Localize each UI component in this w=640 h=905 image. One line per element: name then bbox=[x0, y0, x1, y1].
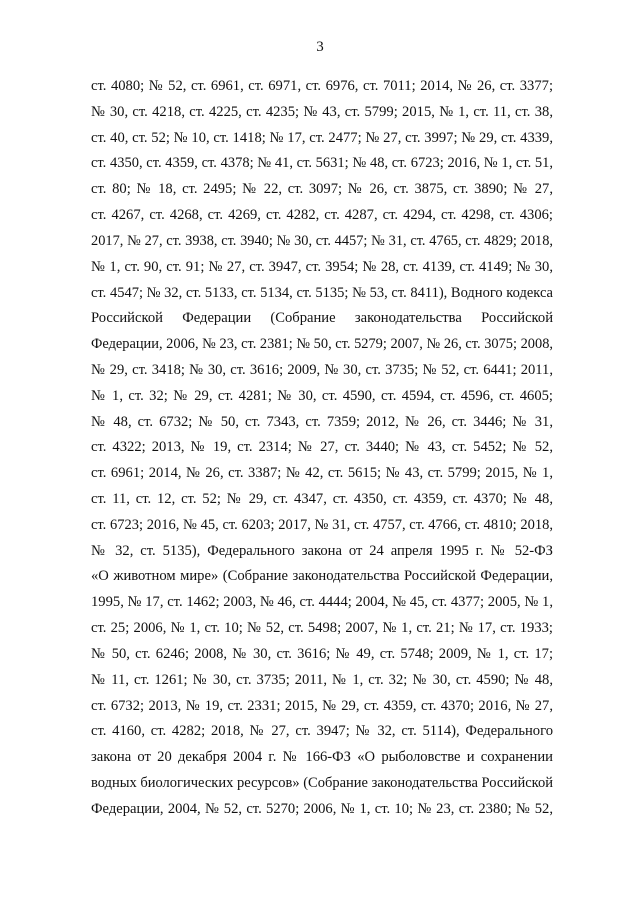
text-line: № 1, ст. 90, ст. 91; № 27, ст. 3947, ст. 3954; № 28, ст. 4139, ст. 4149; № 30, bbox=[91, 258, 553, 275]
text-line: ст. 25; 2006, № 1, ст. 10; № 52, ст. 5498; 2007, № 1, ст. 21; № 17, ст. 1933; bbox=[91, 620, 553, 637]
body-text bbox=[91, 74, 553, 823]
text-line: водных биологических ресурсов» (Собрание законодательства Российской bbox=[91, 774, 553, 791]
text-line: № 11, ст. 1261; № 30, ст. 3735; 2011, № 1, ст. 32; № 30, ст. 4590; № 48, bbox=[91, 671, 553, 688]
text-line: № 1, ст. 32; № 29, ст. 4281; № 30, ст. 4590, ст. 4594, ст. 4596, ст. 4605; bbox=[91, 387, 553, 404]
text-line: 2017, № 27, ст. 3938, ст. 3940; № 30, ст. 4457; № 31, ст. 4765, ст. 4829; 2018, bbox=[91, 232, 553, 249]
page-number: 3 bbox=[316, 39, 324, 55]
text-line: ст. 11, ст. 12, ст. 52; № 29, ст. 4347, ст. 4350, ст. 4359, ст. 4370; № 48, bbox=[91, 491, 553, 507]
text-line: № 29, ст. 3418; № 30, ст. 3616; 2009, № 30, ст. 3735; № 52, ст. 6441; 2011, bbox=[91, 361, 553, 378]
text-line: Федерации, 2004, № 52, ст. 5270; 2006, № 1, ст. 10; № 23, ст. 2380; № 52, bbox=[91, 800, 553, 817]
text-line: Российской Федерации (Собрание законодательства Российской bbox=[91, 310, 553, 327]
text-line: ст. 4322; 2013, № 19, ст. 2314; № 27, ст. 3440; № 43, ст. 5452; № 52, bbox=[91, 439, 553, 456]
text-line: ст. 6723; 2016, № 45, ст. 6203; 2017, № 31, ст. 4757, ст. 4766, ст. 4810; 2018, bbox=[91, 516, 553, 533]
text-line: Федерации, 2006, № 23, ст. 2381; № 50, ст. 5279; 2007, № 26, ст. 3075; 2008, bbox=[91, 336, 553, 353]
text-line: № 50, ст. 6246; 2008, № 30, ст. 3616; № 49, ст. 5748; 2009, № 1, ст. 17; bbox=[91, 645, 553, 662]
text-line: ст. 4350, ст. 4359, ст. 4378; № 41, ст. 5631; № 48, ст. 6723; 2016, № 1, ст. 51, bbox=[91, 155, 553, 172]
text-line: ст. 6961; 2014, № 26, ст. 3387; № 42, ст. 5615; № 43, ст. 5799; 2015, № 1, bbox=[91, 465, 553, 482]
text-line: «О животном мире» (Собрание законодательства Российской Федерации, bbox=[91, 568, 553, 585]
text-line: ст. 40, ст. 52; № 10, ст. 1418; № 17, ст. 2477; № 27, ст. 3997; № 29, ст. 4339, bbox=[91, 129, 553, 146]
text-line: № 30, ст. 4218, ст. 4225, ст. 4235; № 43, ст. 5799; 2015, № 1, ст. 11, ст. 38, bbox=[91, 103, 553, 120]
text-line: ст. 80; № 18, ст. 2495; № 22, ст. 3097; № 26, ст. 3875, ст. 3890; № 27, bbox=[91, 181, 553, 198]
text-line: № 32, ст. 5135), Федерального закона от 24 апреля 1995 г. № 52-ФЗ bbox=[91, 542, 553, 559]
text-line: закона от 20 декабря 2004 г. № 166-ФЗ «О рыболовстве и сохранении bbox=[91, 749, 553, 766]
text-line: ст. 6732; 2013, № 19, ст. 2331; 2015, № 29, ст. 4359, ст. 4370; 2016, № 27, bbox=[91, 697, 553, 714]
text-line: ст. 4160, ст. 4282; 2018, № 27, ст. 3947; № 32, ст. 5114), Федерального bbox=[91, 723, 553, 740]
text-line: № 48, ст. 6732; № 50, ст. 7343, ст. 7359; 2012, № 26, ст. 3446; № 31, bbox=[91, 413, 553, 430]
text-line: ст. 4080; № 52, ст. 6961, ст. 6971, ст. 6976, ст. 7011; 2014, № 26, ст. 3377; bbox=[91, 78, 553, 94]
text-line: ст. 4267, ст. 4268, ст. 4269, ст. 4282, ст. 4287, ст. 4294, ст. 4298, ст. 4306; bbox=[91, 207, 553, 224]
text-line: ст. 4547; № 32, ст. 5133, ст. 5134, ст. 5135; № 53, ст. 8411), Водного кодекса bbox=[91, 284, 553, 301]
text-line: 1995, № 17, ст. 1462; 2003, № 46, ст. 4444; 2004, № 45, ст. 4377; 2005, № 1, bbox=[91, 594, 553, 611]
